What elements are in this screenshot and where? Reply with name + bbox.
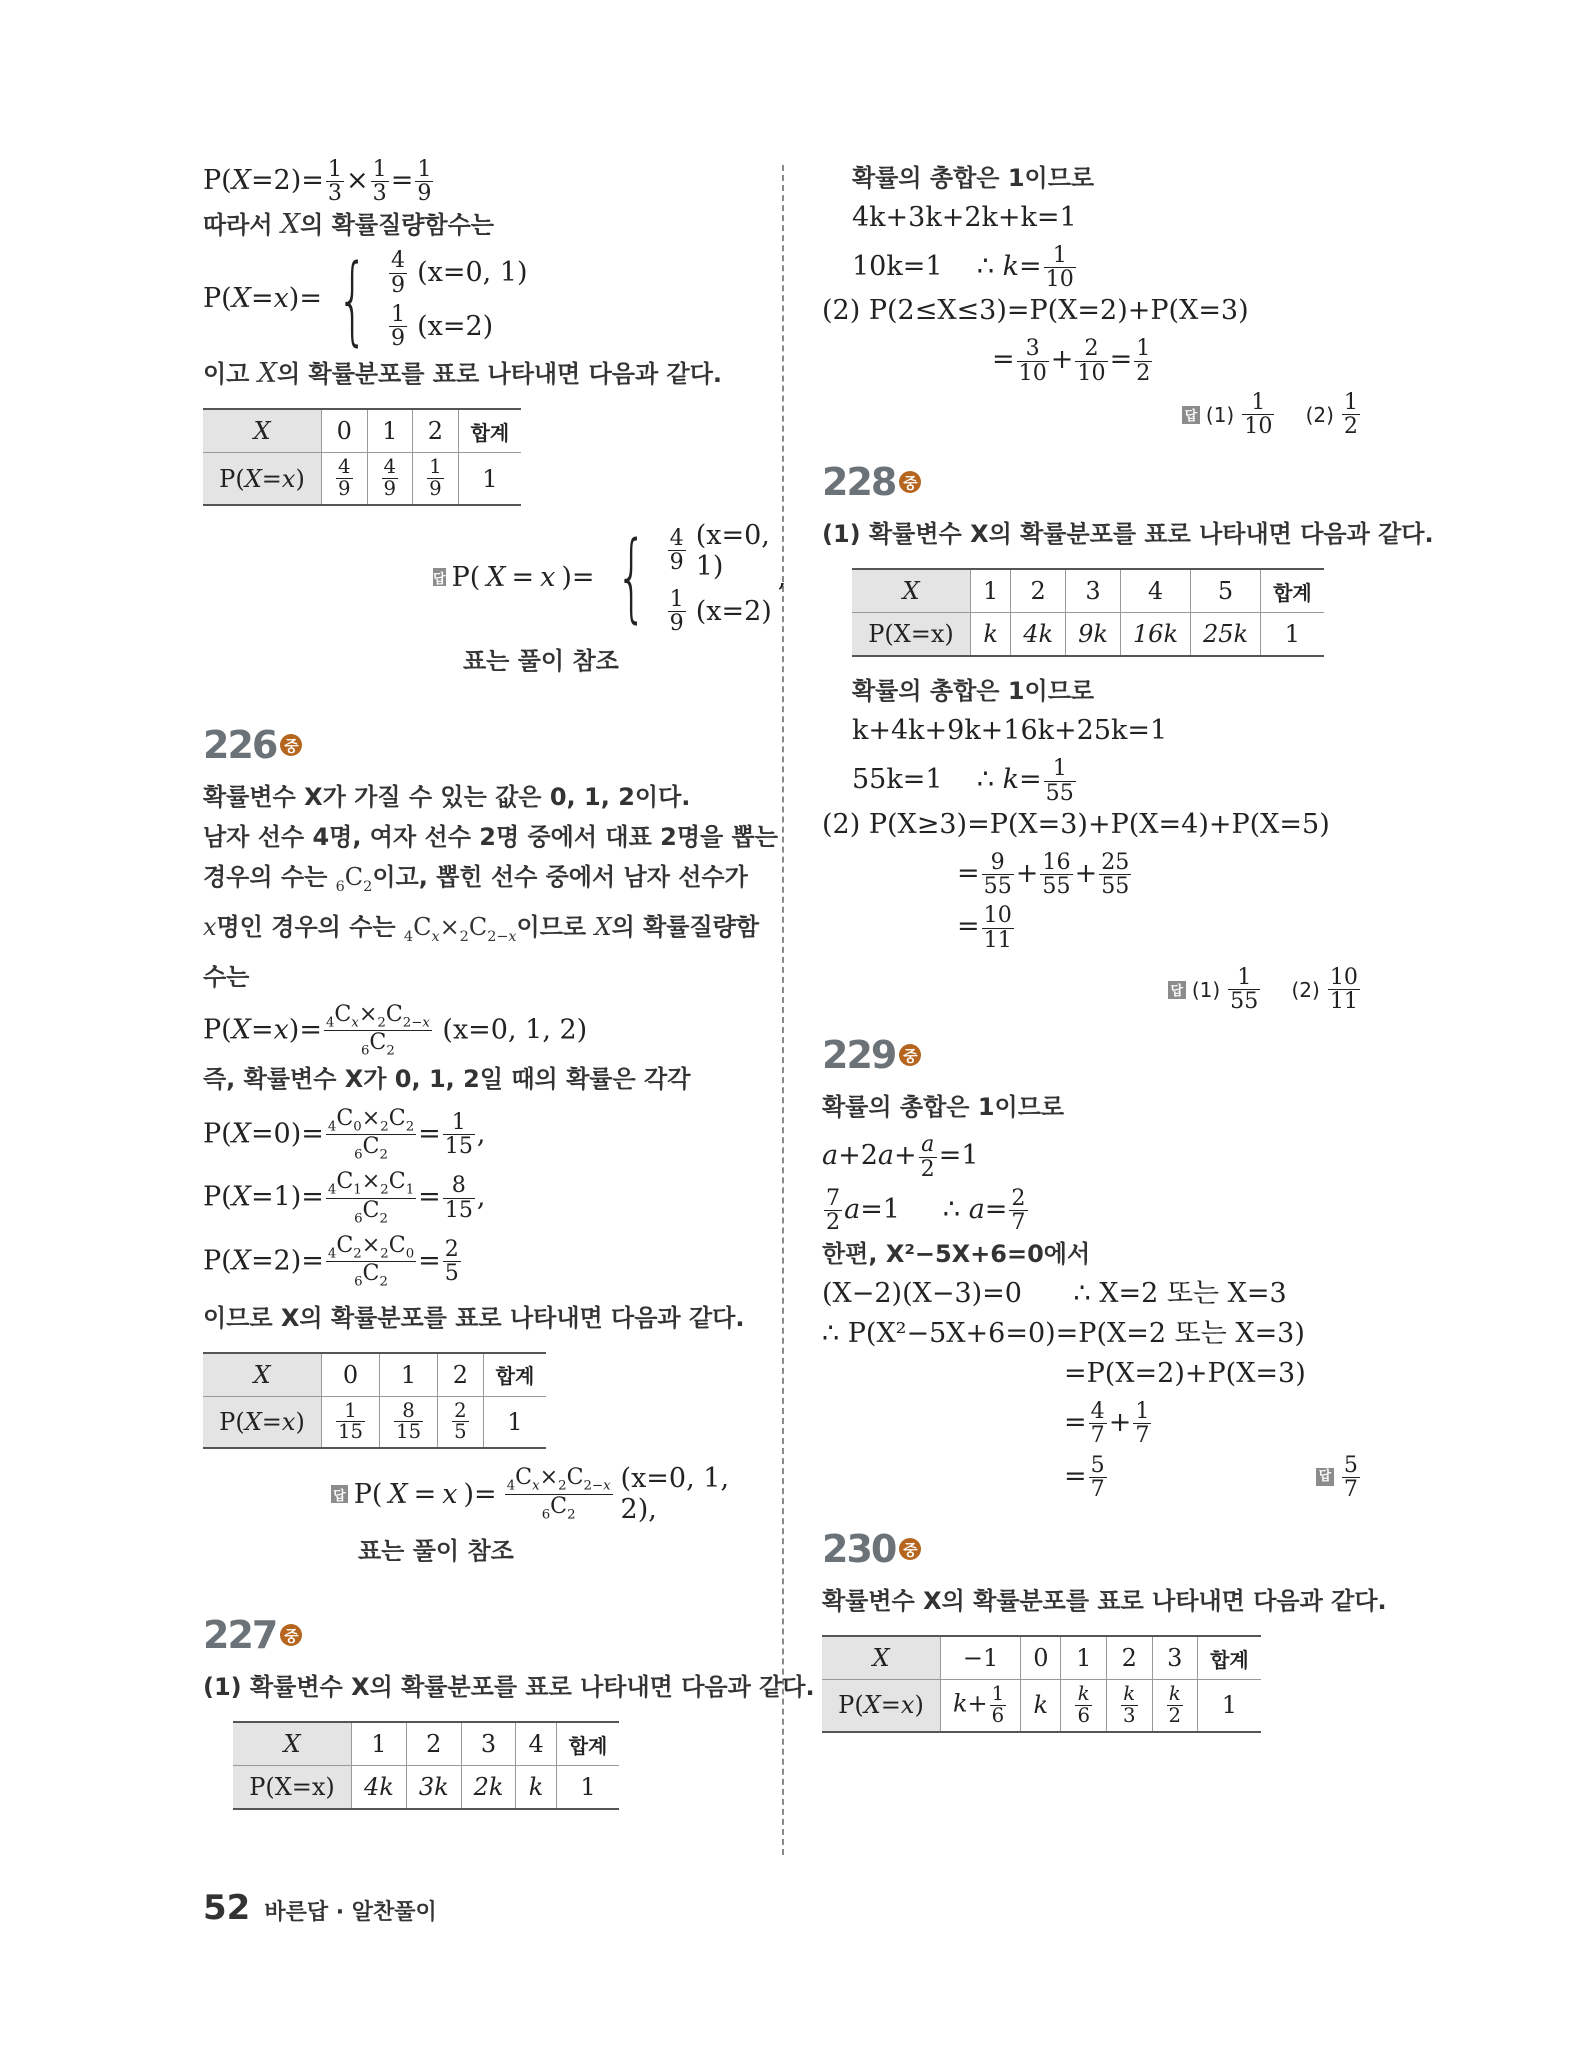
table-225: X 0 1 2 합계 P(X=x) $\frac{4}{9}$ $\frac{4}{9}$ $\frac{1}{9}$ 1 [203,408,521,505]
answer-226: 답 P( X = x )= $\frac{_4C_x\times_2C_{2-x}}{_6C_2}$ (x=0, 1, 2), [331,1463,763,1525]
problem-227-number: 227 중 [203,1613,763,1657]
book-title: 바른답 · 알찬풀이 [264,1900,437,1925]
right-column [822,158,1434,1747]
r-eq1: 4k+3k+2k+k=1 [852,202,1077,233]
p227-line1: (1) 확률변수 X의 확률분포를 표로 나타내면 다음과 같다. [203,1673,815,1702]
problem-230-number: 230 중 [822,1527,1362,1571]
p228-eq5: = $\frac{10}{11}$ [957,902,1012,953]
p229-line7: = $\frac{4}{7}$ + $\frac{1}{7}$ [1064,1398,1150,1449]
p228-eq2: 55k=1 ∴ k= $\frac{1}{55}$ [852,755,1074,806]
p229-line3: 한편, X²−5X+6=0에서 [822,1240,1091,1269]
table-226: X 0 1 2 합계 P(X=x) $\frac{1}{15}$ $\frac{8}{15}$ $\frac{2}{5}$ 1 [203,1352,546,1449]
answer-225-table-ref: 표는 풀이 참조 [463,647,619,676]
r-eq3: (2) P(2≤X≤3)=P(X=2)+P(X=3) [822,295,1249,327]
p226-line2: 남자 선수 4명, 여자 선수 2명 중에서 대표 2명을 뽑는 [203,823,778,852]
r-sum1: 확률의 총합은 1이므로 [852,164,1095,192]
p226-line3: 경우의 수는 $_6C_2$이고, 뽑힌 선수 중에서 남자 선수가 [203,863,748,896]
table-230: X −1 0 1 2 3 합계 P(X=x) k+ $\frac{1}{6}$ k $\frac{k}{6}$ $\frac{k}{3}$ $\frac{k}{2}$ 1 [822,1635,1261,1732]
p226-px1: P(X=1)= $\frac{_4C_1\times_2C_1}{_6C_2}$ = $\frac{8}{15}$ , [203,1168,486,1227]
p229-line5: ∴ P(X²−5X+6=0)=P(X=2 또는 X=3) [822,1318,1305,1350]
column-divider [782,165,784,1855]
answer-227: 답 (1) $\frac{1}{10}$ (2) $\frac{1}{2}$ [822,391,1362,438]
p226-px0: P(X=0)= $\frac{_4C_0\times_2C_2}{_6C_2}$ = $\frac{1}{15}$ , [203,1104,486,1163]
answer-229: 답 $\frac{5}{7}$ [1316,1454,1362,1501]
p229-eq2: $\frac{7}{2}$ a=1 ∴ a= $\frac{2}{7}$ [826,1184,1026,1235]
problem-229-number: 229 중 [822,1033,1362,1077]
page-number: 52 [203,1888,251,1928]
answer-228: 답 (1) $\frac{1}{55}$ (2) $\frac{10}{11}$ [822,966,1362,1013]
answer-226-table-ref: 표는 풀이 참조 [358,1537,514,1566]
p226-line4: x명인 경우의 수는 $_4C_x\times_2C_{2-x}$이므로 X의 확률질량함 [203,913,760,945]
problem-228-number: 228 중 [822,460,1362,504]
p229-eq1: a+2a+ $\frac{a}{2}$ =1 [822,1131,979,1182]
p226-line5: 수는 [203,962,250,991]
table-227: X 1 2 3 4 합계 P(X=x) 4k 3k 2k k 1 [233,1721,619,1810]
p226-px2: P(X=2)= $\frac{_4C_2\times_2C_0}{_6C_2}$ = $\frac{2}{5}$ [203,1231,459,1290]
p228-line1: (1) 확률변수 X의 확률분포를 표로 나타내면 다음과 같다. [822,520,1434,549]
eq-pmf-cases: P(X=x)= { $\frac{4}{9}$ (x=0, 1) $\frac{1}{9}$ (x=2) [203,243,528,356]
p228-sum: 확률의 총합은 1이므로 [852,677,1095,706]
p229-line4: (X−2)(X−3)=0 ∴ X=2 또는 X=3 [822,1278,1287,1310]
problem-226-number: 226 중 [203,723,763,767]
text-pmf-intro: 따라서 X의 확률질량함수는 [203,209,494,241]
p226-line6: 즉, 확률변수 X가 0, 1, 2일 때의 확률은 각각 [203,1064,691,1093]
p229-line1: 확률의 총합은 1이므로 [822,1093,1065,1122]
p226-pmf: P(X=x)= $\frac{_4C_x\times_2C_{2-x}}{_6C_2}$ (x=0, 1, 2) [203,1000,588,1059]
p229-line8: = $\frac{5}{7}$ 답 $\frac{5}{7}$ [1064,1454,1362,1501]
table-row-label: P(X=x) [203,453,322,505]
table-228: X 1 2 3 4 5 합계 P(X=x) k 4k 9k 16k 25k 1 [852,568,1324,657]
p230-line1: 확률변수 X의 확률분포를 표로 나타내면 다음과 같다. [822,1587,1387,1616]
p226-line7: 이므로 X의 확률분포를 표로 나타내면 다음과 같다. [203,1303,745,1332]
r-eq4: = $\frac{3}{10}$ + $\frac{2}{10}$ = $\frac{1}{2}$ [992,335,1151,386]
p229-line6: =P(X=2)+P(X=3) [1064,1358,1306,1390]
p228-eq3: (2) P(X≥3)=P(X=3)+P(X=4)+P(X=5) [822,808,1330,840]
text-table-intro: 이고 X의 확률분포를 표로 나타내면 다음과 같다. [203,358,722,390]
p228-eq1: k+4k+9k+16k+25k=1 [852,715,1168,747]
p228-eq4: = $\frac{9}{55}$ + $\frac{16}{55}$ + $\frac{25}{55}$ [957,848,1130,900]
answer-225: 답 P( X = x )= { $\frac{4}{9}$ (x=0, 1) $\frac{1}{9}$ (x=2) , [433,519,787,636]
p226-line1: 확률변수 X가 가질 수 있는 값은 0, 1, 2이다. [203,783,691,812]
page-footer [203,1888,437,1928]
left-column [203,156,815,1824]
eq-p-x2: P(X=2)= $\frac{1}{3}$ × $\frac{1}{3}$ = $\frac{1}{9}$ [203,156,432,207]
r-eq2: 10k=1 ∴ k= $\frac{1}{10}$ [852,242,1074,293]
table-header-x: X [203,409,322,453]
